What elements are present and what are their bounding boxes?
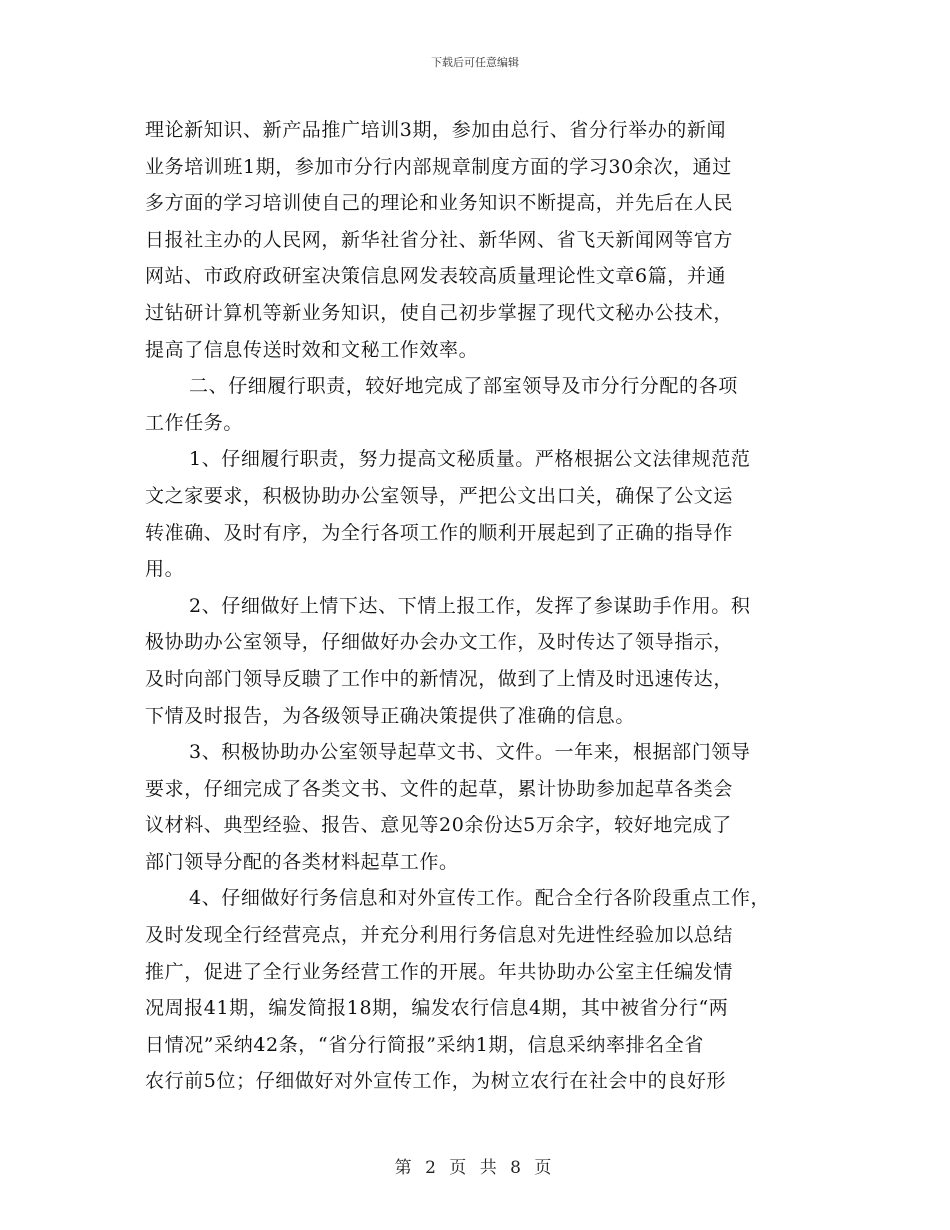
text-line: 工作任务。: [145, 411, 244, 434]
document-body: [145, 112, 825, 1100]
text-line: 过钻研计算机等新业务知识，使自己初步掌握了现代文秘办公技术，: [145, 301, 734, 324]
text-line: 农行前5位；仔细做好对外宣传工作，为树立农行在社会中的良好形: [145, 1070, 727, 1093]
text-line: 文之家要求，积极协助办公室领导，严把公文出口关，确保了公文运: [145, 484, 734, 507]
text-line: 转准确、及时有序，为全行各项工作的顺利开展起到了正确的指导作: [145, 521, 734, 544]
text-line: 业务培训班1期，参加市分行内部规章制度方面的学习30余次，通过: [145, 155, 732, 178]
text-line: 及时向部门领导反聩了工作中的新情况，做到了上情及时迅速传达，: [145, 667, 734, 690]
text-line: 理论新知识、新产品推广培训3期，参加由总行、省分行举办的新闻: [145, 119, 727, 141]
text-line: 日报社主办的人民网，新华社省分社、新华网、省飞天新闻网等官方: [145, 228, 734, 251]
text-line: 下情及时报告，为各级领导正确决策提供了准确的信息。: [145, 704, 636, 727]
paragraph-first-line: 1、仔细履行职责，努力提高文秘质量。严格根据公文法律规范范: [189, 448, 751, 471]
text-line: 日情况”采纳42条，“省分行简报”采纳1期，信息采纳率排名全省: [145, 1033, 705, 1056]
paragraph-first-line: 2、仔细做好上情下达、下情上报工作，发挥了参谋助手作用。积: [189, 594, 751, 617]
text-line: 况周报41期，编发简报18期，编发农行信息4期，其中被省分行“两: [145, 997, 729, 1020]
text-line: 推广，促进了全行业务经营工作的开展。年共协助办公室主任编发情: [145, 960, 734, 983]
text-line: 要求，仔细完成了各类文书、文件的起草，累计协助参加起草各类会: [145, 777, 734, 800]
text-line: 部门领导分配的各类材料起草工作。: [145, 850, 459, 873]
text-line: 议材料、典型经验、报告、意见等20余份达5万余字，较好地完成了: [145, 814, 732, 837]
text-line: 及时发现全行经营亮点，并充分利用行务信息对先进性经验加以总结: [145, 924, 734, 947]
text-line: 提高了信息传送时效和文秘工作效率。: [145, 338, 479, 361]
paragraph-first-line: 二、仔细履行职责，较好地完成了部室领导及市分行分配的各项: [189, 375, 738, 398]
text-line: 网站、市政府政研室决策信息网发表较高质量理论性文章6篇，并通: [145, 265, 727, 288]
text-line: 极协助办公室领导，仔细做好办会办文工作，及时传达了领导指示，: [145, 631, 734, 654]
paragraph-first-line: 4、仔细做好行务信息和对外宣传工作。配合全行各阶段重点工作，: [189, 887, 771, 910]
text-line: 用。: [145, 558, 185, 581]
page-header: 下载后可任意编辑: [431, 56, 519, 69]
text-line: 多方面的学习培训使自己的理论和业务知识不断提高，并先后在人民: [145, 192, 734, 215]
paragraph-first-line: 3、积极协助办公室领导起草文书、文件。一年来，根据部门领导: [189, 741, 751, 764]
page-footer: 第 2 页 共 8 页: [394, 1158, 556, 1178]
